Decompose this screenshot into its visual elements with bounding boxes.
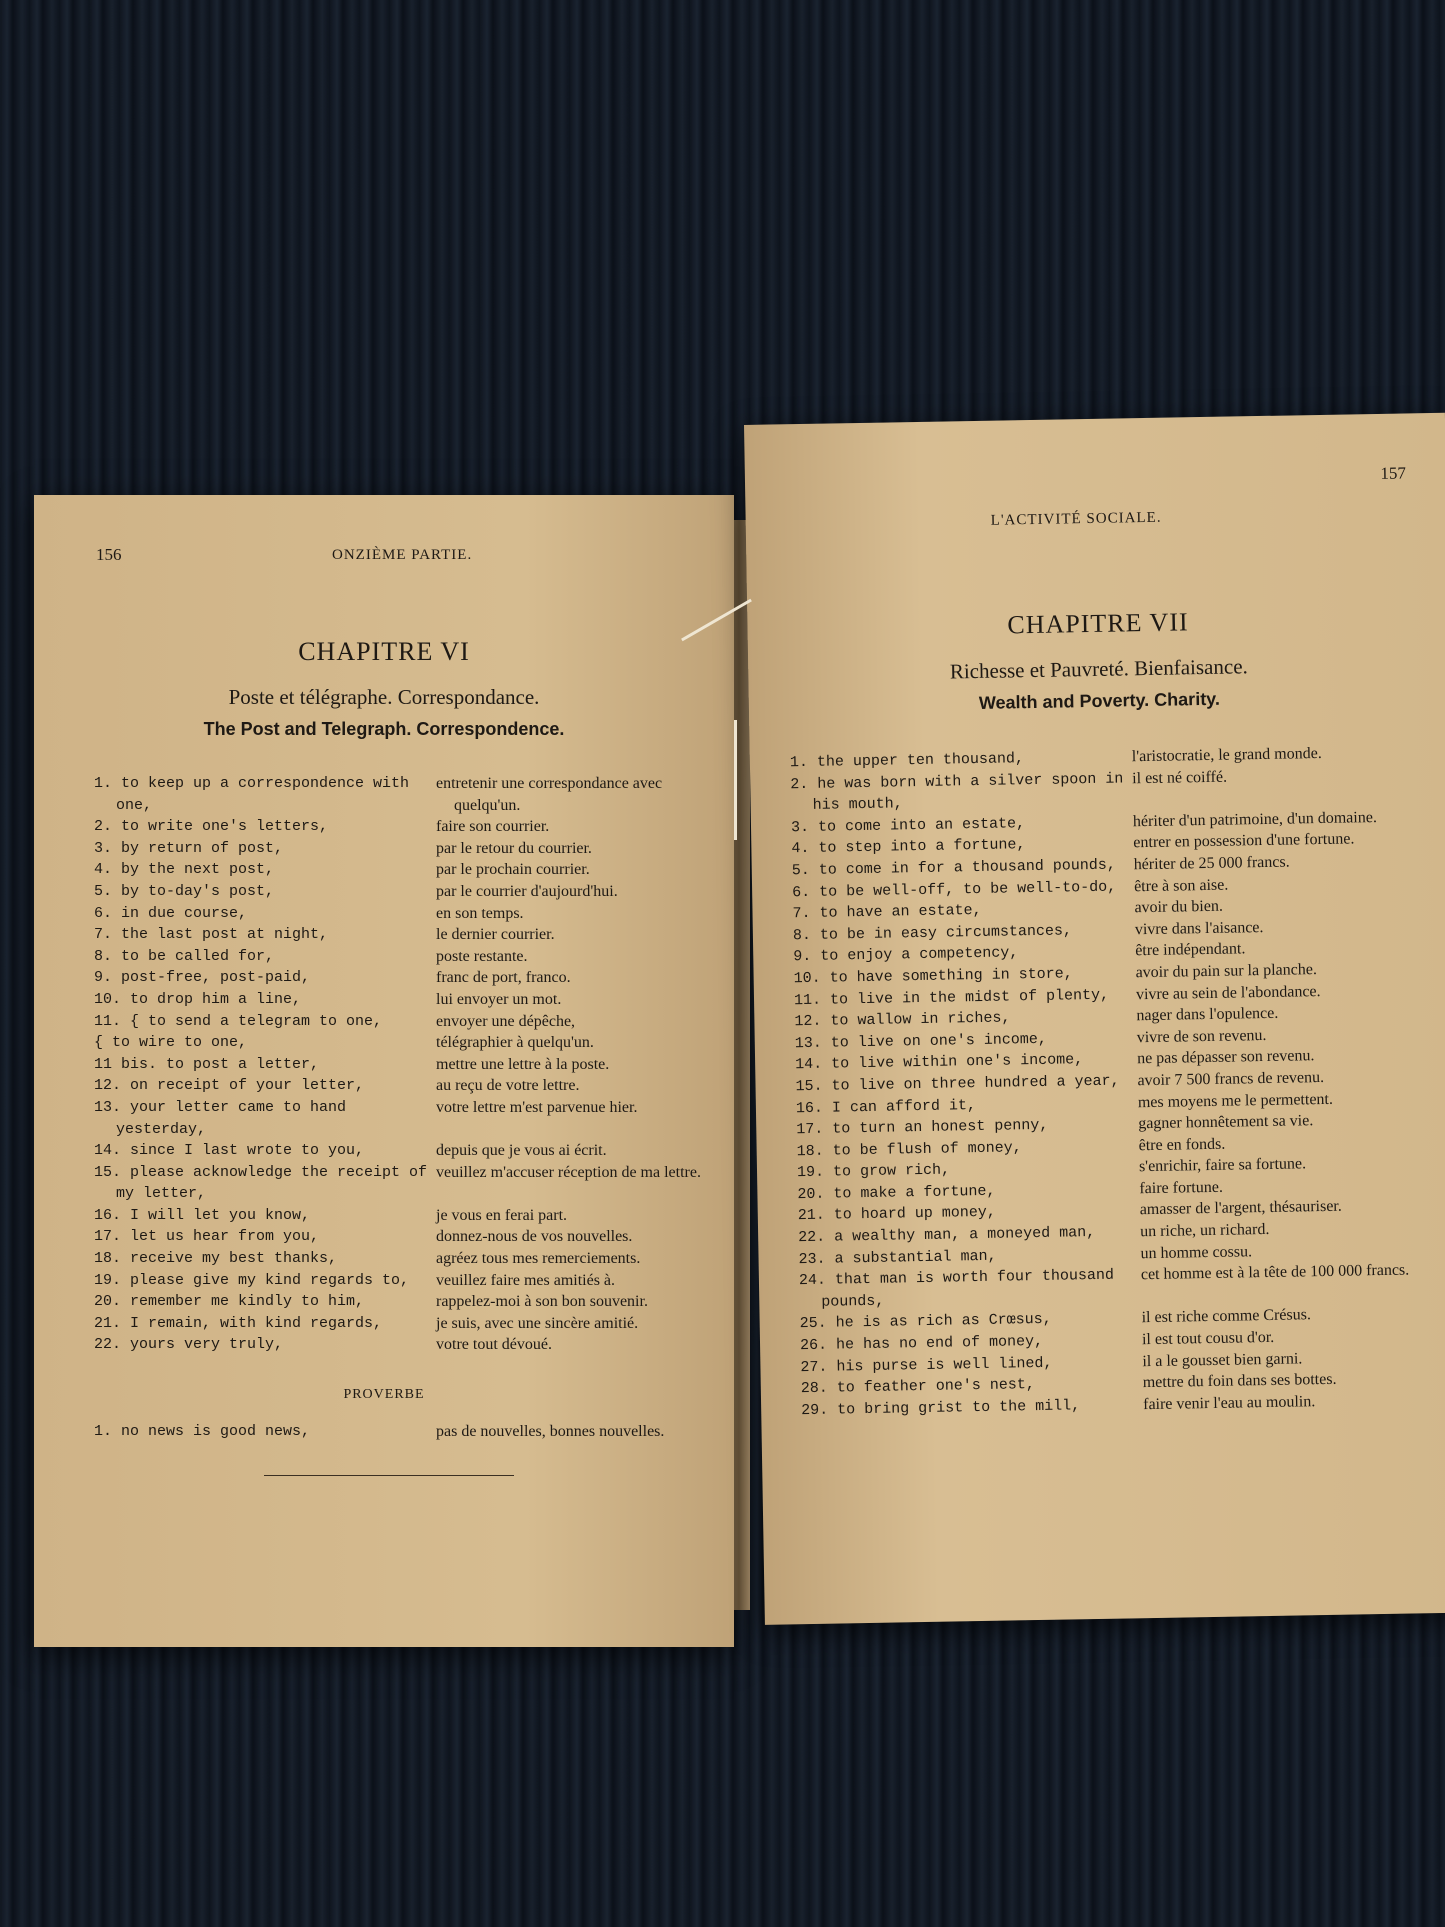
phrase-french: par le courrier d'aujourd'hui. [436,882,618,900]
phrase-french: votre tout dévoué. [436,1336,552,1354]
proverb-heading: PROVERBE [343,1387,425,1402]
phrase-french: ne pas dépasser son revenu. [1136,1047,1315,1068]
phrase-english: 11. { to send a telegram to one, [94,1012,383,1030]
phrase-english: 22. yours very truly, [94,1336,284,1354]
phrase-english: 6. in due course, [94,904,248,922]
phrase-english: 14. since I last wrote to you, [94,1142,365,1160]
phrase-english: 4. to step into a fortune, [791,836,1026,858]
phrase-english: 15. to live on three hundred a year, [795,1072,1120,1096]
phrase-english: 21. I remain, with kind regards, [94,1314,383,1332]
phrase-entry [94,1054,714,1076]
phrase-french: poste restante. [436,947,528,965]
phrase-english: 8. to be called for, [94,947,275,965]
phrase-english: 22. a wealthy man, a moneyed man, [798,1224,1096,1247]
phrase-entry [94,859,714,881]
phrase-entry [94,1226,714,1248]
phrase-french: hériter de 25 000 francs. [1133,853,1290,874]
phrase-french: amasser de l'argent, thésauriser. [1139,1198,1342,1219]
phrase-french: nager dans l'opulence. [1136,1004,1279,1025]
phrase-french: cet homme est à la tête de 100 000 francs. [1140,1261,1410,1284]
phrase-french: l'aristocratie, le grand monde. [1131,744,1322,766]
phrase-french: par le retour du courrier. [436,839,592,857]
phrase-english: 3. to come into an estate, [790,814,1026,837]
phrase-english: 17. let us hear from you, [94,1228,320,1246]
phrase-french: entrer en possession d'une fortune. [1133,830,1355,852]
phrase-english: 4. by the next post, [94,861,275,879]
running-head: ONZIÈME PARTIE. [332,547,473,563]
phrase-french: le dernier courrier. [436,926,555,944]
phrase-french: en son temps. [436,904,524,922]
phrase-french: avoir du pain sur la planche. [1135,961,1318,982]
phrase-english: 11. to live in the midst of plenty, [793,986,1110,1009]
phrase-english: 10. to drop him a line, [94,990,302,1008]
phrase-english: 17. to turn an honest penny, [796,1116,1049,1139]
phrase-english: 25. he is as rich as Crœsus, [799,1311,1052,1333]
phrase-english: 15. please acknowledge the receipt of my letter, [94,1163,428,1203]
phrase-french: faire fortune. [1139,1178,1224,1198]
phrase-english: 7. to have an estate, [792,902,982,923]
phrase-entry [94,1291,714,1313]
phrase-entry [94,838,714,860]
phrase-english: 20. to make a fortune, [797,1182,996,1204]
phrase-french: par le prochain courrier. [436,861,590,879]
phrase-french: faire son courrier. [436,818,550,836]
phrase-english: 11 bis. to post a letter, [94,1055,320,1073]
phrase-french: mettre du foin dans ses bottes. [1142,1371,1337,1392]
phrase-french: envoyer une dépêche, [436,1012,576,1030]
chapter-heading: CHAPITRE VI [298,637,470,666]
phrase-english: 1. to keep up a correspondence with one, [94,775,410,814]
phrase-french: avoir du bien. [1134,897,1224,917]
closing-rule [264,1475,514,1476]
phrase-english: 9. post-free, post-paid, [94,969,311,987]
page-number: 156 [96,545,122,564]
phrase-list [94,773,714,1356]
phrase-english: 2. he was born with a silver spoon in his mouth, [790,770,1124,815]
phrase-french: au reçu de votre lettre. [436,1077,580,1095]
phrase-entry [94,924,714,946]
phrase-entry [94,1162,714,1205]
phrase-english: 16. I will let you know, [94,1206,311,1224]
phrase-english: 27. his purse is well lined, [800,1354,1053,1376]
phrase-french: donnez-nous de vos nouvelles. [436,1228,633,1246]
phrase-english: 20. remember me kindly to him, [94,1293,365,1311]
running-head: L'ACTIVITÉ SOCIALE. [990,509,1162,529]
phrase-french: il est tout cousu d'or. [1141,1328,1275,1349]
phrase-french: votre lettre m'est parvenue hier. [436,1098,638,1116]
phrase-english: 16. I can afford it, [795,1096,977,1117]
phrase-entry [94,881,714,903]
proverb-french: pas de nouvelles, bonnes nouvelles. [436,1423,665,1440]
phrase-entry [94,1032,714,1054]
phrase-english: 13. to live on one's income, [794,1030,1047,1052]
phrase-french: hériter d'un patrimoine, d'un domaine. [1132,808,1378,831]
phrase-entry [94,1313,714,1335]
phrase-entry [94,1011,714,1033]
phrase-english: 5. to come in for a thousand pounds, [791,856,1116,880]
phrase-english: 23. a substantial man, [798,1247,997,1268]
phrase-english: 2. to write one's letters, [94,818,329,836]
phrase-entry [94,967,714,989]
phrase-english: 14. to live within one's income, [795,1051,1084,1074]
title-english: Wealth and Poverty. Charity. [978,688,1221,713]
phrase-english: 18. to be flush of money, [796,1138,1022,1160]
phrase-english: 1. the upper ten thousand, [789,750,1025,772]
phrase-english: 5. by to-day's post, [94,882,275,900]
proverb-english: 1. no news is good news, [94,1423,311,1440]
phrase-french: rappelez-moi à son bon souvenir. [436,1293,648,1311]
phrase-entry [94,903,714,925]
phrase-french: un homme cossu. [1140,1242,1253,1262]
phrase-english: 28. to feather one's nest, [800,1376,1035,1398]
proverb-list [94,1421,714,1443]
title-english: The Post and Telegraph. Correspondence. [203,719,565,739]
phrase-list [790,741,1442,1421]
phrase-french: mes moyens me le permettent. [1137,1090,1334,1111]
phrase-french: depuis que je vous ai écrit. [436,1142,607,1160]
phrase-french: il a le gousset bien garni. [1142,1350,1303,1370]
phrase-french: s'enrichir, faire sa fortune. [1138,1155,1307,1176]
phrase-french: télégraphier à quelqu'un. [436,1034,594,1052]
phrase-english: { to wire to one, [94,1034,248,1052]
phrase-french: je vous en ferai part. [436,1206,568,1224]
proverb-entry [94,1421,714,1443]
left-page [34,495,734,1647]
phrase-english: 29. to bring grist to the mill, [801,1397,1081,1419]
phrase-french: il est né coiffé. [1132,768,1228,787]
phrase-french: être à son aise. [1133,876,1229,895]
phrase-entry [94,1075,714,1097]
phrase-french: franc de port, franco. [436,969,571,987]
phrase-french: vivre dans l'aisance. [1134,918,1264,939]
phrase-english: 26. he has no end of money, [799,1332,1044,1355]
phrase-entry [94,773,714,816]
page-number: 157 [1380,463,1407,483]
phrase-french: lui envoyer un mot. [436,990,562,1008]
phrase-entry [94,1270,714,1292]
phrase-french: gagner honnêtement sa vie. [1138,1112,1314,1133]
phrase-french: entretenir une correspondance avec quelqu'un. [436,775,663,814]
phrase-french: être indépendant. [1135,940,1246,960]
phrase-english: 19. please give my kind regards to, [94,1271,410,1289]
phrase-english: 13. your letter came to hand yesterday, [94,1098,347,1138]
phrase-english: 3. by return of post, [94,839,284,857]
phrase-french: je suis, avec une sincère amitié. [436,1314,639,1332]
phrase-english: 9. to enjoy a competency, [793,944,1019,966]
phrase-entry [94,946,714,968]
phrase-english: 8. to be in easy circumstances, [792,922,1073,944]
chapter-heading: CHAPITRE VII [1007,607,1189,640]
phrase-entry [94,1248,714,1270]
phrase-french: agréez tous mes remerciements. [436,1250,641,1268]
title-french: Poste et télégraphe. Correspondance. [228,685,540,709]
binding-thread [734,720,737,840]
phrase-french: il est riche comme Crésus. [1141,1306,1312,1327]
phrase-english: 18. receive my best thanks, [94,1250,338,1268]
phrase-french: avoir 7 500 francs de revenu. [1137,1068,1325,1090]
phrase-french: être en fonds. [1138,1135,1226,1154]
phrase-entry [94,1140,714,1162]
phrase-english: 12. to wallow in riches, [794,1009,1011,1031]
phrase-french: veuillez m'accuser réception de ma lettre. [436,1163,701,1181]
phrase-french: vivre au sein de l'abondance. [1135,982,1321,1003]
phrase-english: 10. to have something in store, [793,965,1073,988]
phrase-english: 21. to hoard up money, [797,1204,996,1225]
phrase-entry [94,989,714,1011]
phrase-entry [94,1097,714,1140]
phrase-english: 19. to grow rich, [796,1161,951,1182]
phrase-english: 24. that man is worth four thousand pounds, [798,1266,1115,1311]
phrase-french: mettre une lettre à la poste. [436,1055,610,1073]
phrase-french: faire venir l'eau au moulin. [1143,1392,1316,1413]
phrase-entry [94,816,714,838]
phrase-english: 12. on receipt of your letter, [94,1077,365,1095]
title-french: Richesse et Pauvreté. Bienfaisance. [949,654,1248,684]
phrase-english: 7. the last post at night, [94,926,329,944]
phrase-french: veuillez faire mes amitiés à. [436,1271,616,1289]
phrase-entry [94,1205,714,1227]
right-page [744,413,1445,1625]
phrase-french: vivre de son revenu. [1136,1026,1267,1046]
phrase-french: un riche, un richard. [1139,1221,1270,1241]
phrase-english: 6. to be well-off, to be well-to-do, [792,878,1117,901]
phrase-entry [94,1334,714,1356]
